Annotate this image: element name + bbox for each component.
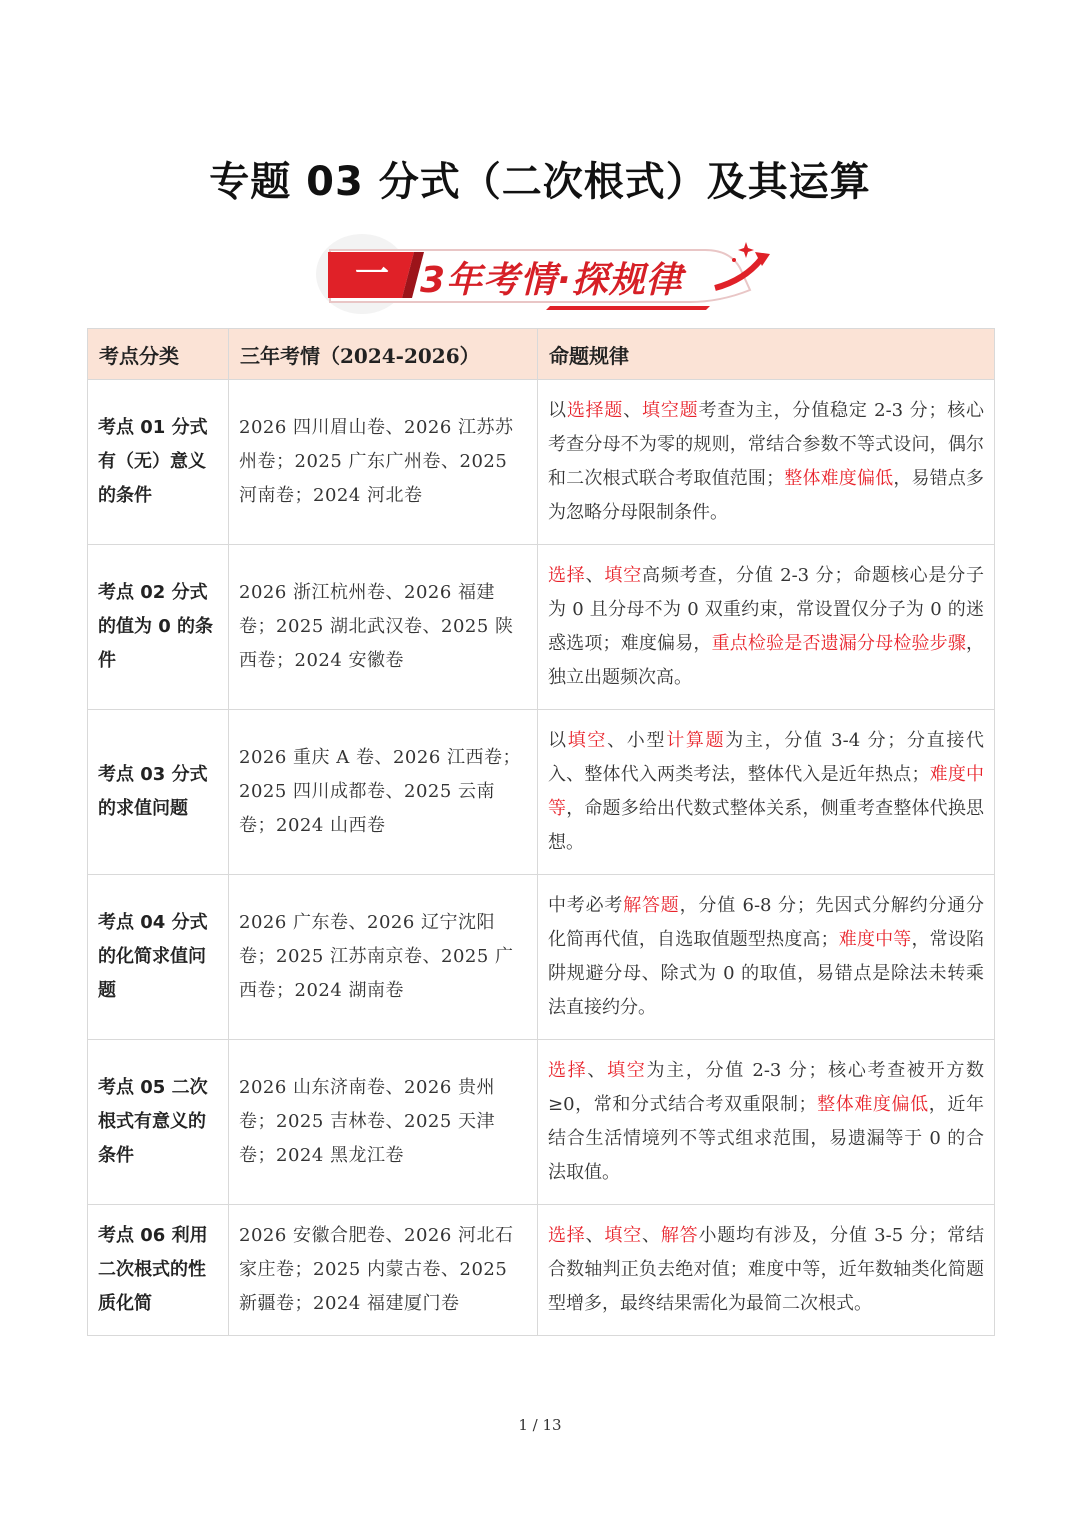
highlight-text: 填空 <box>607 1060 647 1081</box>
rule-text: ，易错点多为忽略分母限制条件。 <box>548 468 985 523</box>
rule-text: 、 <box>585 565 605 586</box>
table-row <box>88 710 995 875</box>
rule-text: ，分值 6-8 分；先因式分解约分通分化简再代值，自选取值题型热度高； <box>548 895 985 950</box>
exam-analysis-table <box>87 328 995 1336</box>
table-row <box>88 1040 995 1205</box>
rule-cell <box>538 380 995 545</box>
rule-text: ，常设陷阱规避分母、除式为 0 的取值，易错点是除法未转乘法直接约分。 <box>548 929 985 1018</box>
highlight-text: 重点检验是否遗漏分母检验步骤 <box>711 633 967 654</box>
rule-text: 考查为主，分值稳定 2-3 分；核心考查分母不为零的规则，常结合参数不等式设问，偶尔和二次根式联合考取值范围； <box>548 400 985 489</box>
page-number: 1 / 13 <box>518 1416 562 1434</box>
table-header-row <box>88 329 995 380</box>
table-row <box>88 545 995 710</box>
header-rules: 命题规律 <box>538 329 995 380</box>
rule-cell <box>538 710 995 875</box>
highlight-text: 难度中等 <box>838 929 912 950</box>
banner-text: 3年考情·探规律 <box>420 260 683 301</box>
years-cell: 2026 重庆 A 卷、2026 江西卷；2025 四川成都卷、2025 云南卷；2024 山西卷 <box>229 710 538 875</box>
rule-cell <box>538 1205 995 1336</box>
years-cell: 2026 浙江杭州卷、2026 福建卷；2025 湖北武汉卷、2025 陕西卷；2024 安徽卷 <box>229 545 538 710</box>
category-cell: 考点 06 利用二次根式的性质化简 <box>88 1205 229 1336</box>
table-row <box>88 1205 995 1336</box>
rule-text: 、小型 <box>607 730 667 751</box>
highlight-text: 难度中等 <box>548 764 985 819</box>
highlight-text: 选择 <box>548 565 586 586</box>
section-banner <box>310 228 770 318</box>
rule-cell <box>538 875 995 1040</box>
highlight-text: 填空 <box>567 730 608 751</box>
category-cell: 考点 05 二次根式有意义的条件 <box>88 1040 229 1205</box>
years-cell: 2026 四川眉山卷、2026 江苏苏州卷；2025 广东广州卷、2025 河南卷；2024 河北卷 <box>229 380 538 545</box>
category-cell: 考点 03 分式的求值问题 <box>88 710 229 875</box>
table-row <box>88 875 995 1040</box>
years-cell: 2026 广东卷、2026 辽宁沈阳卷；2025 江苏南京卷、2025 广西卷；2024 湖南卷 <box>229 875 538 1040</box>
page-title: 专题 03 分式（二次根式）及其运算 <box>209 159 871 205</box>
highlight-text: 填空题 <box>642 400 699 421</box>
highlight-text: 选择 <box>548 1060 588 1081</box>
rule-text: 以 <box>548 400 567 421</box>
rule-text: 、 <box>623 400 643 421</box>
header-years: 三年考情（2024-2026） <box>229 329 538 380</box>
banner-number: 一 <box>355 254 389 294</box>
rule-text: 、 <box>587 1060 608 1081</box>
rule-text: 中考必考 <box>548 895 624 916</box>
category-cell: 考点 04 分式的化简求值问题 <box>88 875 229 1040</box>
rule-text: 、 <box>585 1225 605 1246</box>
rule-text: 、 <box>642 1225 661 1246</box>
years-cell: 2026 安徽合肥卷、2026 河北石家庄卷；2025 内蒙古卷、2025 新疆卷；2024 福建厦门卷 <box>229 1205 538 1336</box>
years-cell: 2026 山东济南卷、2026 贵州卷；2025 吉林卷、2025 天津卷；2024 黑龙江卷 <box>229 1040 538 1205</box>
category-cell: 考点 02 分式的值为 0 的条件 <box>88 545 229 710</box>
highlight-text: 解答题 <box>623 895 680 916</box>
highlight-text: 填空 <box>604 565 643 586</box>
rule-text: ，独立出题频次高。 <box>548 633 985 688</box>
table-row <box>88 380 995 545</box>
rule-text: ，命题多给出代数式整体关系，侧重考查整体代换思想。 <box>548 798 985 853</box>
rule-text: ，近年结合生活情境列不等式组求范围，易遗漏等于 0 的合法取值。 <box>548 1094 984 1183</box>
highlight-text: 整体难度偏低 <box>816 1094 929 1115</box>
highlight-text: 整体难度偏低 <box>784 468 894 489</box>
category-cell: 考点 01 分式有（无）意义的条件 <box>88 380 229 545</box>
highlight-text: 计算题 <box>666 730 726 751</box>
header-category: 考点分类 <box>88 329 229 380</box>
rule-cell <box>538 545 995 710</box>
highlight-text: 填空 <box>604 1225 643 1246</box>
rule-cell <box>538 1040 995 1205</box>
highlight-text: 选择题 <box>566 400 624 421</box>
rule-text: 为主，分值 3-4 分；分直接代入、整体代入两类考法，整体代入是近年热点； <box>548 730 985 785</box>
rule-text: 小题均有涉及，分值 3-5 分；常结合数轴判正负去绝对值；难度中等，近年数轴类化简题型增多，最终结果需化为最简二次根式。 <box>548 1225 985 1314</box>
rule-text: 以 <box>548 730 568 751</box>
highlight-text: 解答 <box>660 1225 699 1246</box>
rule-text: 为主，分值 2-3 分；核心考查被开方数≥0，常和分式结合考双重限制； <box>548 1060 985 1115</box>
highlight-text: 选择 <box>548 1225 586 1246</box>
rule-text: 高频考查，分值 2-3 分；命题核心是分子为 0 且分母不为 0 双重约束，常设置仅分子为 0 的迷惑选项；难度偏易， <box>548 565 985 654</box>
